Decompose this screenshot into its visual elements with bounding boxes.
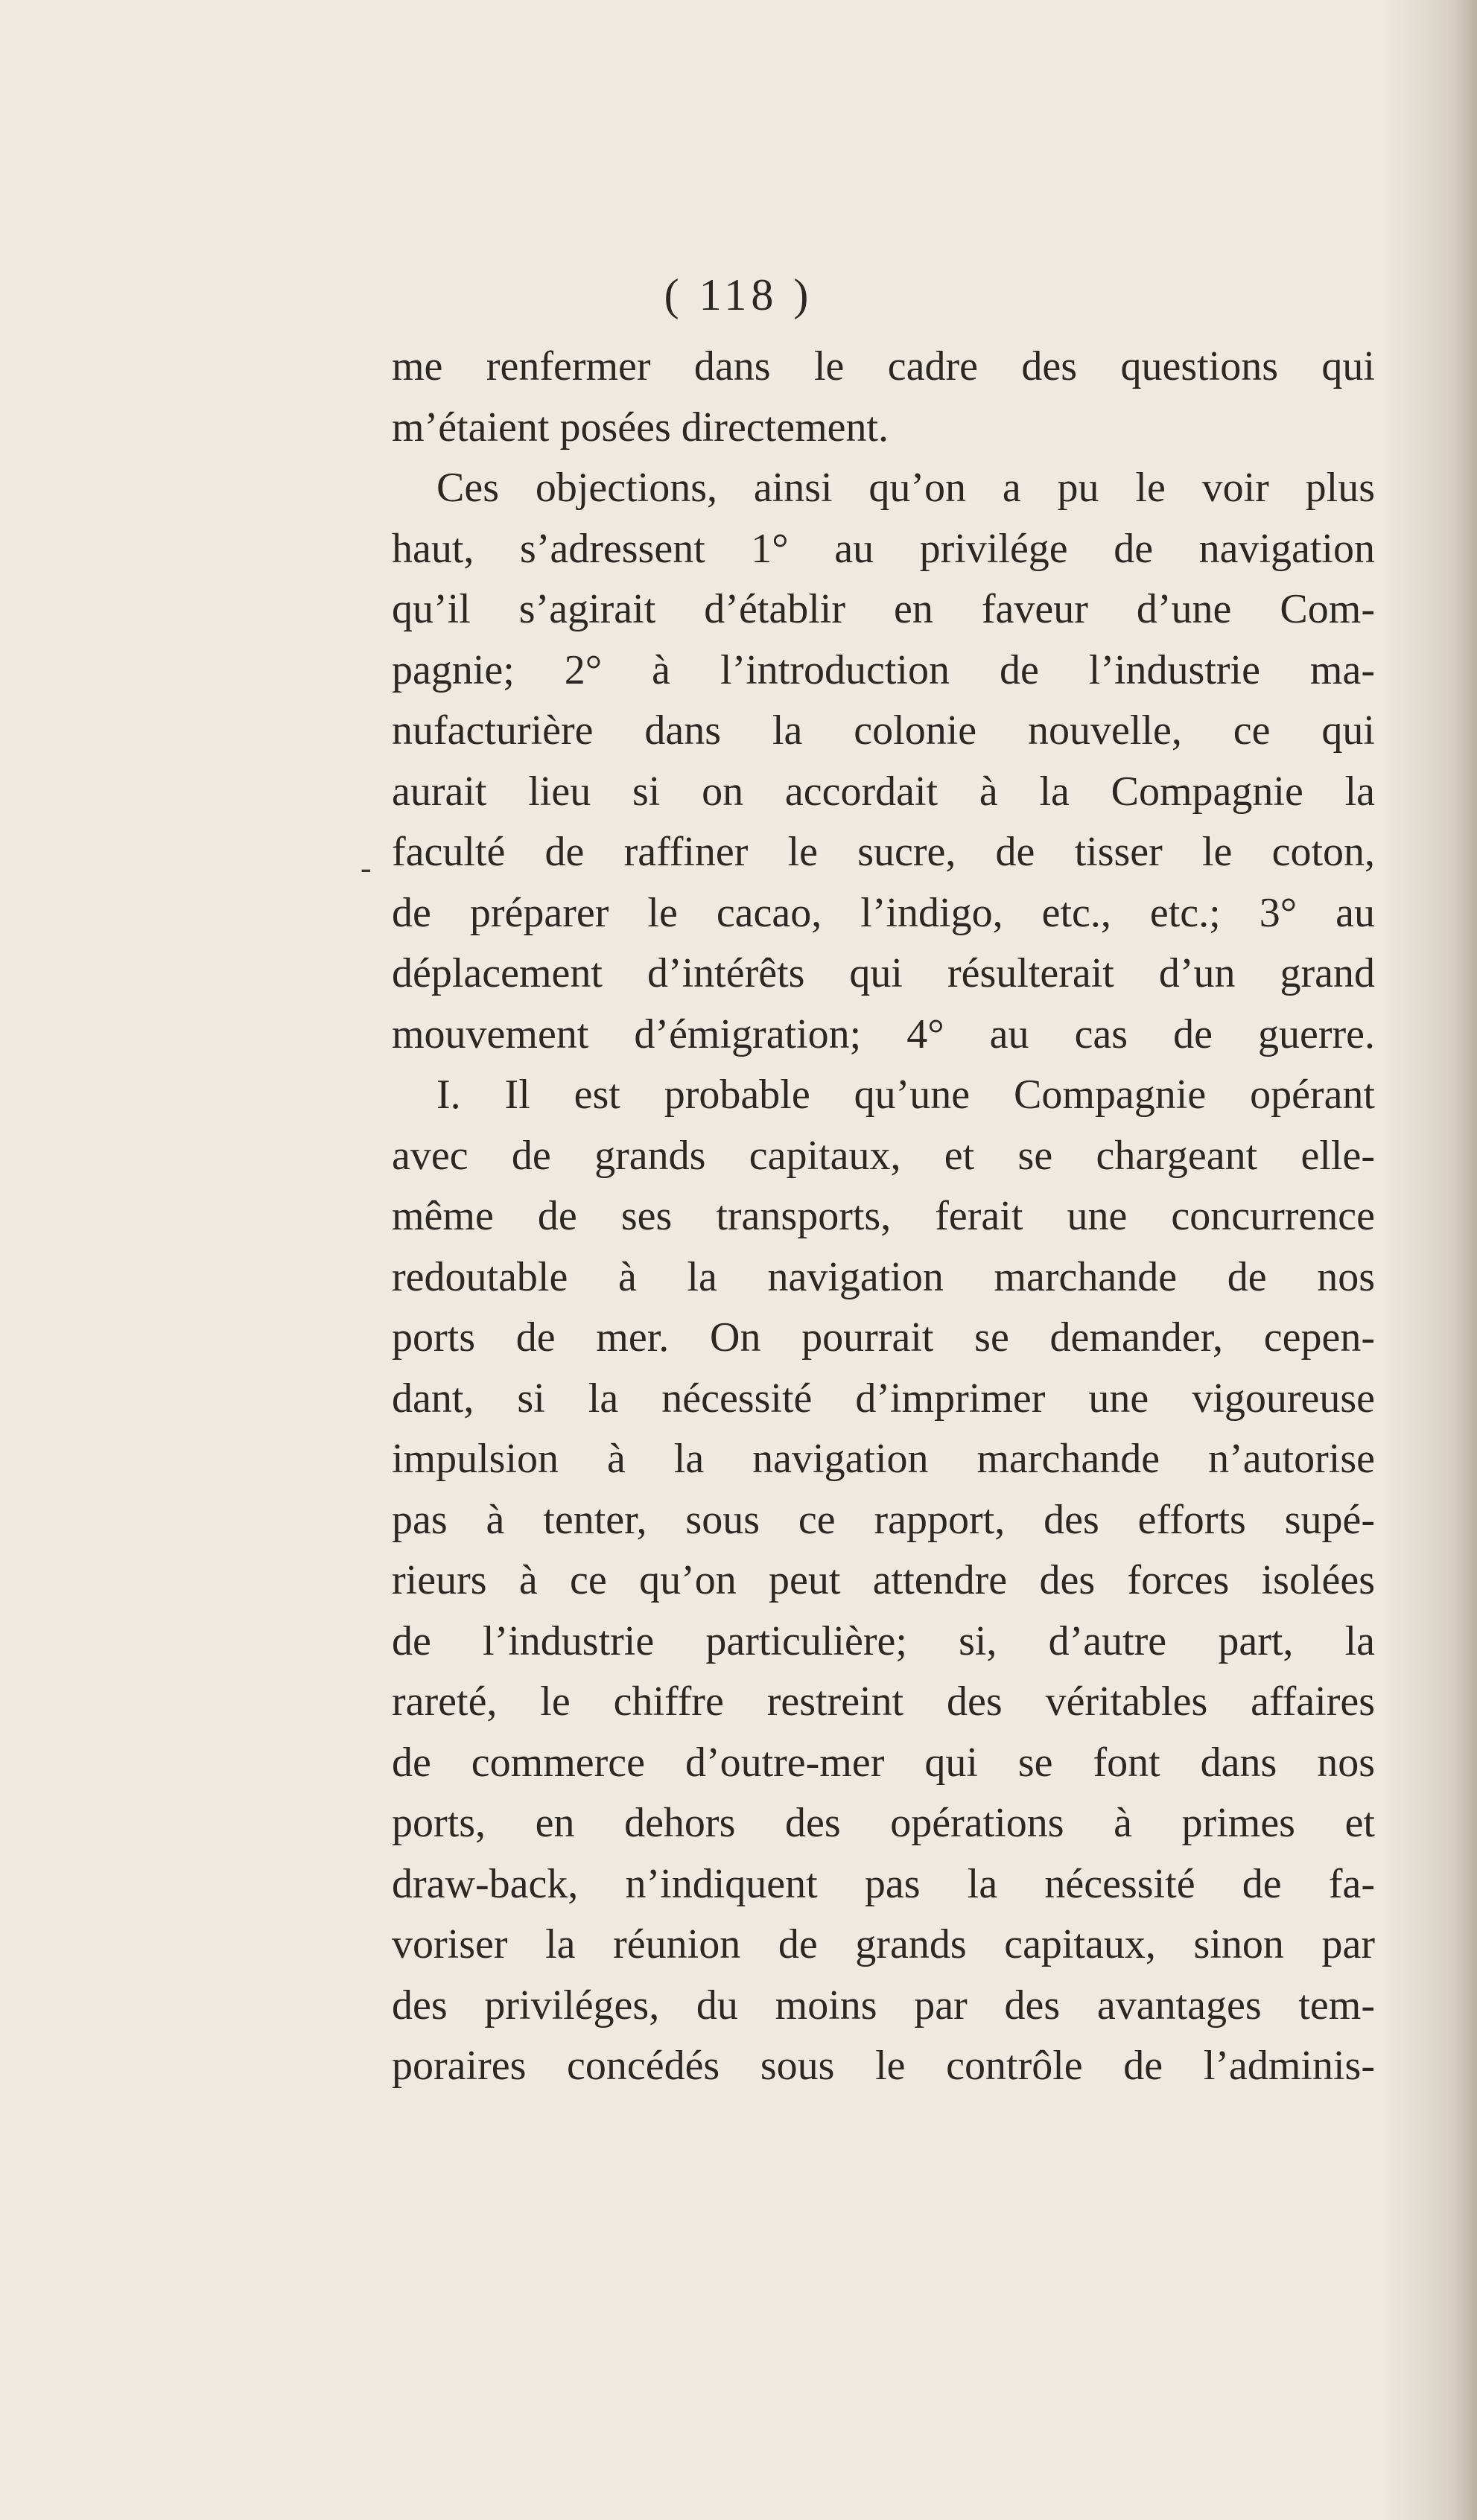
text-line: faculté de raffiner le sucre, de tisser le coton, xyxy=(392,829,1375,875)
text-line: impulsion à la navigation marchande n’autorise xyxy=(392,1436,1375,1482)
text-line: redoutable à la navigation marchande de nos xyxy=(392,1253,1375,1300)
page-number: ( 118 ) xyxy=(664,270,813,319)
text-line: de l’industrie particulière; si, d’autre part, la xyxy=(392,1617,1375,1664)
text-line: Ces objections, ainsi qu’on a pu le voir plus xyxy=(436,465,1375,511)
page-edge-shadow xyxy=(1380,0,1477,2520)
text-line: ports, en dehors des opérations à primes et xyxy=(392,1800,1375,1846)
margin-mark: - xyxy=(360,850,372,886)
text-line: voriser la réunion de grands capitaux, sinon par xyxy=(392,1921,1375,1967)
text-line: draw-back, n’indiquent pas la nécessité de fa- xyxy=(392,1860,1375,1907)
text-line: mouvement d’émigration; 4° au cas de guerre. xyxy=(392,1011,1375,1057)
text-line: de préparer le cacao, l’indigo, etc., etc.; 3° au xyxy=(392,889,1375,936)
text-line: rieurs à ce qu’on peut attendre des forces isolées xyxy=(392,1557,1375,1603)
text-line: déplacement d’intérêts qui résulterait d’un grand xyxy=(392,950,1375,996)
text-line: I. Il est probable qu’une Compagnie opérant xyxy=(436,1072,1375,1118)
text-line: dant, si la nécessité d’imprimer une vigoureuse xyxy=(392,1375,1375,1422)
text-line: ports de mer. On pourrait se demander, cepen- xyxy=(392,1314,1375,1361)
text-line: me renfermer dans le cadre des questions qui xyxy=(392,343,1375,389)
text-line: même de ses transports, ferait une concurrence xyxy=(392,1193,1375,1239)
text-line: qu’il s’agirait d’établir en faveur d’une Com- xyxy=(392,586,1375,632)
text-line: poraires concédés sous le contrôle de l’adminis- xyxy=(392,2043,1375,2089)
text-line: avec de grands capitaux, et se chargeant elle- xyxy=(392,1132,1375,1179)
text-line: pas à tenter, sous ce rapport, des efforts supé- xyxy=(392,1496,1375,1543)
text-line: rareté, le chiffre restreint des véritables affaires xyxy=(392,1679,1375,1725)
text-line: pagnie; 2° à l’introduction de l’industrie ma- xyxy=(392,646,1375,693)
text-line: aurait lieu si on accordait à la Compagnie la xyxy=(392,768,1375,815)
body-text xyxy=(392,337,1375,2097)
text-line: nufacturière dans la colonie nouvelle, ce qui xyxy=(392,707,1375,754)
text-line: de commerce d’outre-mer qui se font dans nos xyxy=(392,1739,1375,1786)
text-line: m’étaient posées directement. xyxy=(392,404,889,451)
text-line: haut, s’adressent 1° au privilége de navigation xyxy=(392,525,1375,572)
text-line: des priviléges, du moins par des avantages tem- xyxy=(392,1982,1375,2029)
